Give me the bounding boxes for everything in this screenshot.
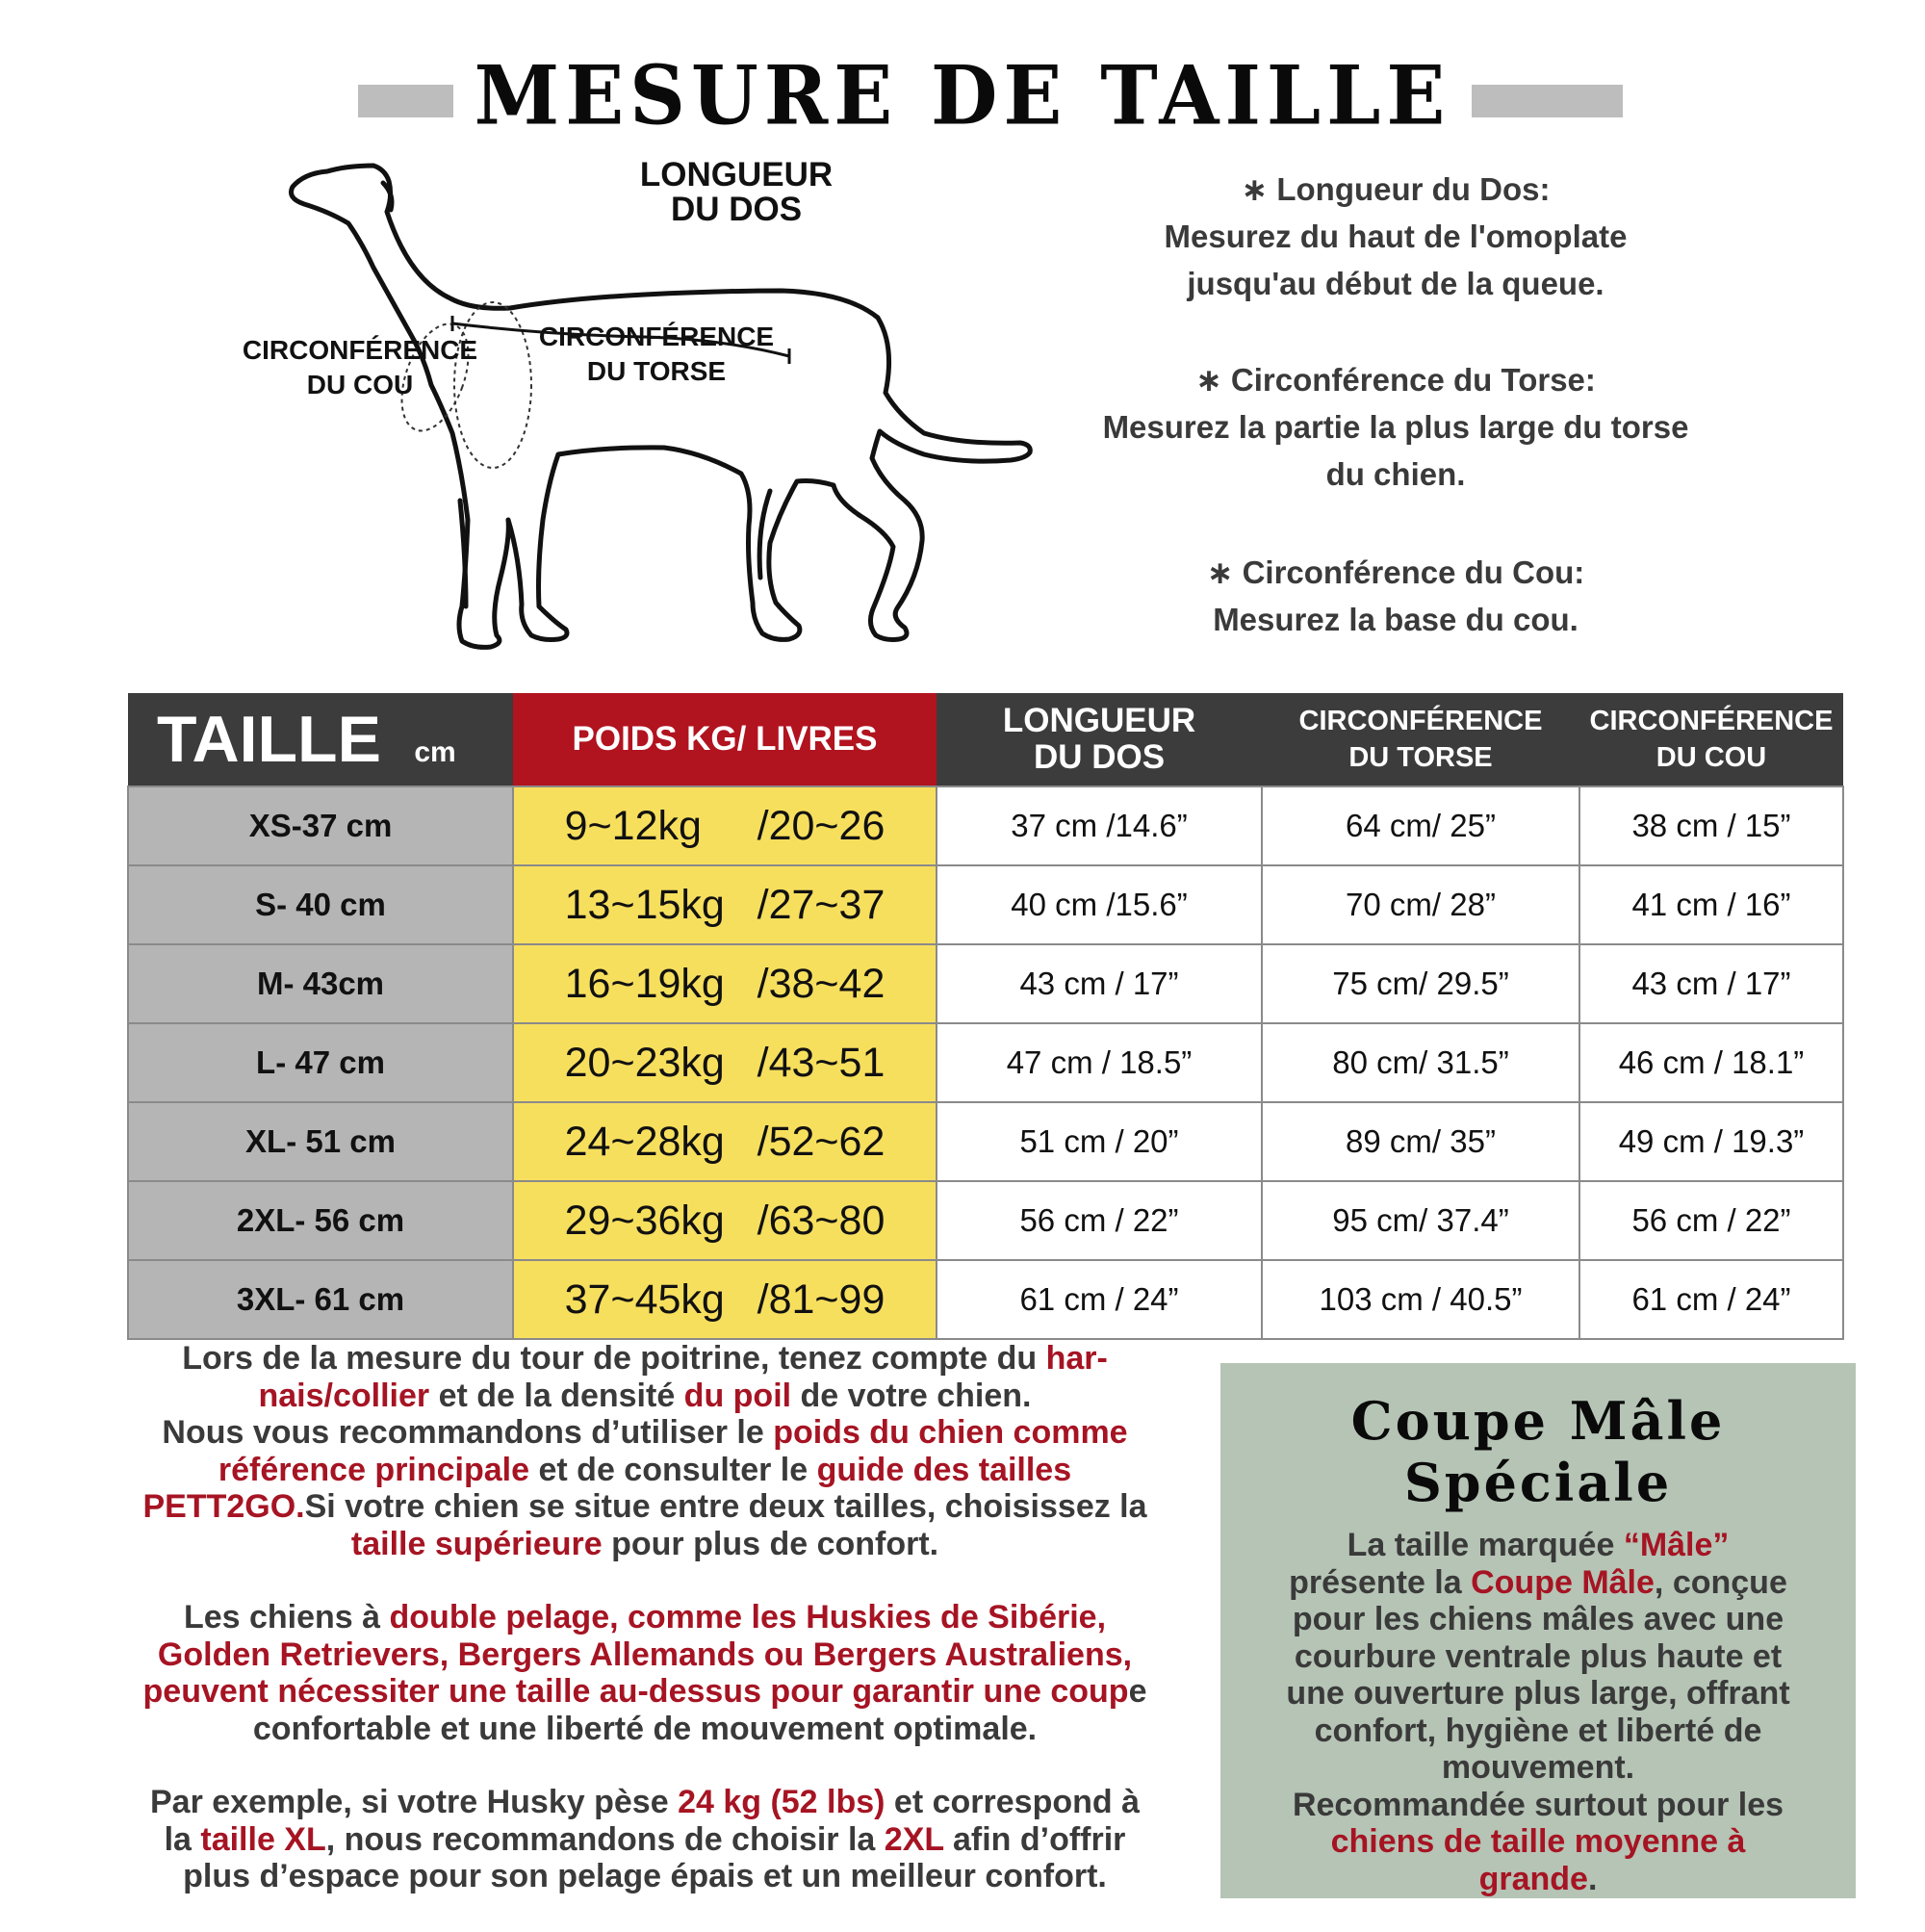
text-segment: la (164, 1820, 201, 1858)
back-length-cell: 43 cm / 17” (937, 944, 1262, 1023)
text-segment: pour plus de confort. (602, 1525, 939, 1562)
table-row (128, 786, 1843, 865)
highlight-text: Golden Retrievers, Bergers Allemands ou Bergers Australiens, (157, 1636, 1133, 1673)
table-row (128, 1181, 1843, 1260)
highlight-text: poids du chien comme (773, 1414, 1128, 1451)
text-segment: Nous vous recommandons d’utiliser le (162, 1414, 774, 1451)
text-segment: confort, hygiène et liberté de (1314, 1712, 1762, 1749)
weight-kg: 9~12kg (564, 802, 702, 849)
highlight-text: double pelage, comme les Huskies de Sibérie, (389, 1599, 1107, 1636)
highlight-text: chiens de taille moyenne à (1330, 1823, 1746, 1860)
weight-lbs: /81~99 (757, 1275, 886, 1323)
header-weight: POIDS KG/ LIVRES (513, 693, 937, 786)
weight-cell (513, 1102, 937, 1181)
table-header-row (128, 693, 1843, 786)
table-row (128, 944, 1843, 1023)
weight-cell (513, 1023, 937, 1102)
chest-cell: 64 cm/ 25” (1262, 786, 1579, 865)
highlight-text: taille XL (200, 1820, 326, 1858)
back-length-label: LONGUEUR DU DOS (639, 156, 834, 228)
text-segment: La taille marquée (1347, 1527, 1624, 1563)
highlight-text: référence principale (218, 1451, 530, 1488)
weight-lbs: /38~42 (757, 960, 886, 1007)
highlight-text: nais/collier (258, 1377, 430, 1414)
highlight-text: du poil (683, 1377, 792, 1414)
highlight-text: PETT2GO. (142, 1488, 305, 1525)
back-length-cell: 37 cm /14.6” (937, 786, 1262, 865)
asterisk-icon: ∗ (1195, 362, 1231, 398)
asterisk-icon: ∗ (1206, 554, 1243, 590)
size-cell: XL- 51 cm (128, 1102, 513, 1181)
chest-cell: 89 cm/ 35” (1262, 1102, 1579, 1181)
header-chest: CIRCONFÉRENCE DU TORSE (1262, 693, 1579, 786)
highlight-text: “Mâle” (1623, 1527, 1730, 1563)
size-cell: 2XL- 56 cm (128, 1181, 513, 1260)
weight-lbs: /27~37 (757, 881, 886, 928)
weight-cell (513, 1181, 937, 1260)
text-segment: et de la densité (429, 1377, 684, 1414)
chest-cell: 80 cm/ 31.5” (1262, 1023, 1579, 1102)
neck-cell: 41 cm / 16” (1579, 865, 1843, 944)
highlight-text: har- (1045, 1340, 1108, 1377)
size-cell: M- 43cm (128, 944, 513, 1023)
back-length-cell: 40 cm /15.6” (937, 865, 1262, 944)
weight-kg: 24~28kg (564, 1118, 725, 1165)
neck-label: CIRCONFÉRENCE DU COU (242, 335, 478, 399)
note-double-coat (67, 1599, 1222, 1747)
size-cell: XS-37 cm (128, 786, 513, 865)
header-neck: CIRCONFÉRENCE DU COU (1579, 693, 1843, 786)
highlight-text: grande (1478, 1860, 1588, 1897)
neck-cell: 46 cm / 18.1” (1579, 1023, 1843, 1102)
weight-cell (513, 1260, 937, 1339)
text-segment: , conçue (1654, 1563, 1787, 1601)
neck-cell: 56 cm / 22” (1579, 1181, 1843, 1260)
header-size: TAILLE cm (128, 693, 513, 786)
chest-cell: 75 cm/ 29.5” (1262, 944, 1579, 1023)
text-segment: présente la (1289, 1563, 1472, 1601)
back-length-cell: 56 cm / 22” (937, 1181, 1262, 1260)
neck-cell: 43 cm / 17” (1579, 944, 1843, 1023)
table-row (128, 1023, 1843, 1102)
weight-kg: 13~15kg (564, 881, 725, 928)
text-segment: Lors de la mesure du tour de poitrine, tenez compte du (182, 1340, 1046, 1377)
note-chest-measurement (67, 1340, 1222, 1562)
instruction-chest: ∗ Circonférence du Torse: Mesurez la partie la plus large du torse du chien. (1102, 362, 1689, 492)
text-segment: Recommandée surtout pour les (1292, 1786, 1784, 1823)
dog-measurement-illustration (221, 154, 1049, 664)
weight-kg: 16~19kg (564, 960, 725, 1007)
weight-lbs: /63~80 (757, 1197, 886, 1244)
neck-cell: 49 cm / 19.3” (1579, 1102, 1843, 1181)
male-fit-title: Coupe Mâle Spéciale (1350, 1390, 1726, 1513)
text-segment: Les chiens à (183, 1599, 390, 1636)
size-cell: S- 40 cm (128, 865, 513, 944)
size-cell: L- 47 cm (128, 1023, 513, 1102)
text-segment: afin d’offrir (943, 1820, 1126, 1858)
highlight-text: 2XL (884, 1820, 944, 1858)
weight-cell (513, 786, 937, 865)
text-segment: mouvement. (1441, 1749, 1635, 1786)
neck-cell: 38 cm / 15” (1579, 786, 1843, 865)
text-segment: une ouverture plus large, offrant (1286, 1675, 1790, 1712)
back-length-cell: 61 cm / 24” (937, 1260, 1262, 1339)
text-segment: confortable et une liberté de mouvement optimale. (252, 1710, 1038, 1747)
text-segment: . (1587, 1860, 1598, 1897)
weight-cell (513, 865, 937, 944)
weight-lbs: /43~51 (757, 1039, 886, 1086)
text-segment: Si votre chien se situe entre deux tailles, choisissez la (304, 1488, 1147, 1525)
note-example (67, 1784, 1222, 1895)
text-segment: , nous recommandons de choisir la (325, 1820, 885, 1858)
highlight-text: peuvent nécessiter une taille au-dessus pour garantir une coup (142, 1673, 1129, 1710)
text-segment: et de consulter le (529, 1451, 817, 1488)
weight-lbs: /52~62 (757, 1118, 886, 1165)
instruction-back-length: ∗ Longueur du Dos: Mesurez du haut de l'omoplate jusqu'au début de la queue. (1164, 171, 1628, 301)
back-length-cell: 51 cm / 20” (937, 1102, 1262, 1181)
page-title: MESURE DE TAILLE (0, 50, 1925, 141)
size-cell: 3XL- 61 cm (128, 1260, 513, 1339)
chest-cell: 103 cm / 40.5” (1262, 1260, 1579, 1339)
sizing-notes (67, 1340, 1222, 1932)
weight-kg: 37~45kg (564, 1275, 725, 1323)
weight-kg: 29~36kg (564, 1197, 725, 1244)
highlight-text: taille supérieure (350, 1525, 603, 1562)
male-fit-box (1220, 1363, 1856, 1898)
text-segment: pour les chiens mâles avec une (1292, 1601, 1784, 1637)
text-segment: Par exemple, si votre Husky pèse (149, 1784, 679, 1820)
chest-label: CIRCONFÉRENCE DU TORSE (538, 322, 775, 386)
chest-cell: 95 cm/ 37.4” (1262, 1181, 1579, 1260)
size-chart-table (127, 693, 1844, 1340)
text-segment: et correspond à (885, 1784, 1140, 1820)
text-segment: courbure ventrale plus haute et (1294, 1637, 1783, 1675)
neck-cell: 61 cm / 24” (1579, 1260, 1843, 1339)
table-row (128, 1102, 1843, 1181)
weight-lbs: /20~26 (757, 802, 886, 849)
text-segment: de votre chien. (791, 1377, 1032, 1414)
highlight-text: guide des tailles (816, 1451, 1072, 1488)
header-back-length: LONGUEUR DU DOS (937, 693, 1262, 786)
weight-cell (513, 944, 937, 1023)
text-segment: plus d’espace pour son pelage épais et un meilleur confort. (183, 1858, 1107, 1894)
male-fit-description (1240, 1527, 1836, 1897)
highlight-text: 24 kg (52 lbs) (678, 1784, 886, 1820)
table-row (128, 865, 1843, 944)
back-length-cell: 47 cm / 18.5” (937, 1023, 1262, 1102)
highlight-text: Coupe Mâle (1471, 1563, 1655, 1601)
instruction-neck: ∗ Circonférence du Cou: Mesurez la base du cou. (1206, 554, 1585, 637)
text-segment: e (1128, 1673, 1147, 1710)
weight-kg: 20~23kg (564, 1039, 725, 1086)
table-row (128, 1260, 1843, 1339)
asterisk-icon: ∗ (1241, 171, 1277, 207)
chest-cell: 70 cm/ 28” (1262, 865, 1579, 944)
